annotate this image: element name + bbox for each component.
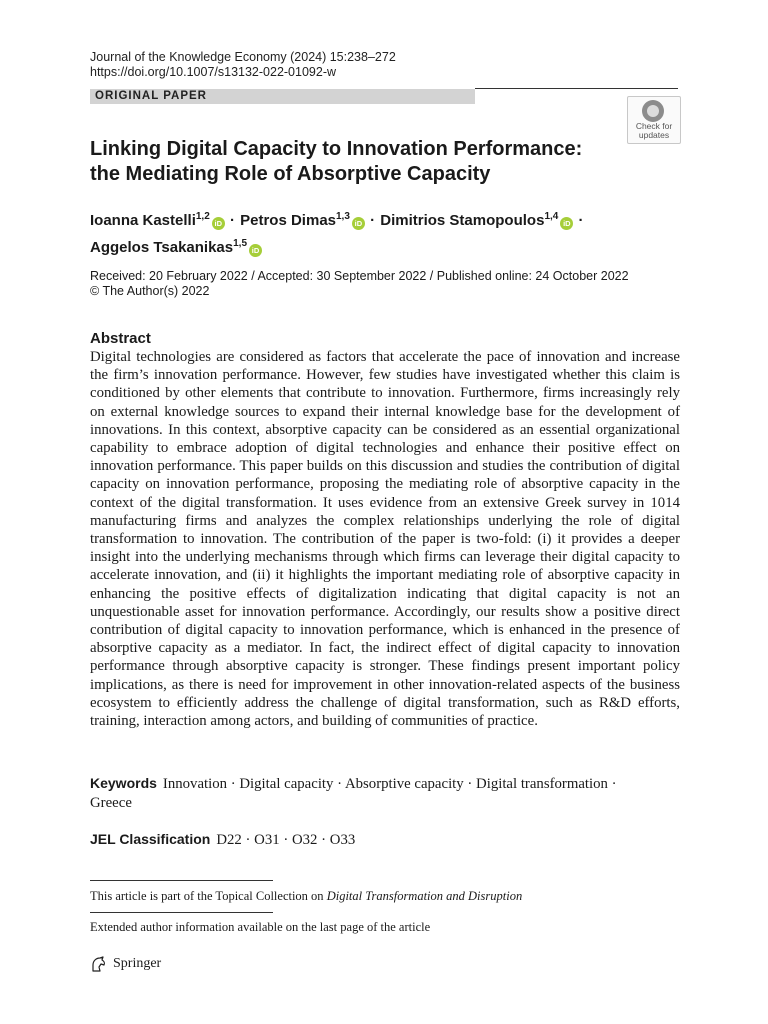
author-1[interactable] xyxy=(90,212,225,229)
jel-codes: D22 · O31 · O32 · O33 xyxy=(216,832,356,848)
publisher-name: Springer xyxy=(113,956,162,971)
check-for-updates-label: Check for updates xyxy=(635,121,673,140)
orcid-icon[interactable]: iD xyxy=(560,217,573,230)
orcid-icon[interactable]: iD xyxy=(249,244,262,257)
author-separator: · xyxy=(578,212,584,229)
author-2[interactable] xyxy=(240,212,365,229)
author-name: Aggelos Tsakanikas xyxy=(90,239,234,256)
jel-classification xyxy=(90,830,355,850)
abstract-heading: Abstract xyxy=(90,330,151,347)
journal-citation: Journal of the Knowledge Economy (2024) 15:238–272 xyxy=(90,50,396,64)
footnote-extended-info: Extended author information available on the last page of the article xyxy=(90,920,431,934)
article-type-label: ORIGINAL PAPER xyxy=(95,90,207,102)
author-name: Dimitrios Stamopoulos xyxy=(380,212,545,229)
author-affiliation: 1,2 xyxy=(195,211,210,222)
doi-link[interactable]: https://doi.org/10.1007/s13132-022-01092-w xyxy=(90,65,337,79)
collection-name: Digital Transformation and Disruption xyxy=(326,889,523,903)
author-affiliation: 1,3 xyxy=(336,211,350,222)
publication-dates xyxy=(90,269,629,299)
orcid-icon[interactable]: iD xyxy=(212,217,225,230)
author-separator: · xyxy=(229,212,235,229)
author-name: Ioanna Kastelli xyxy=(90,212,196,229)
author-affiliation: 1,5 xyxy=(233,238,248,249)
footnote-rule xyxy=(90,880,273,881)
author-list xyxy=(90,205,690,259)
keywords-text: Innovation · Digital capacity · Absorptive capacity · Digital transformation · Greece xyxy=(90,776,617,811)
footnote-rule xyxy=(90,912,273,913)
dates-line: Received: 20 February 2022 / Accepted: 30 September 2022 / Published online: 24 October 2022 xyxy=(90,269,629,283)
abstract-text: Digital technologies are considered as factors that accelerate the pace of innovation and increase the firm’s innovation performance. However, few studies have investigated whether this claim is conditioned by other elements that contribute to innovation. Furthermore, firms increasingly rely on external knowledge sources to expand their internal knowledge base for the development of innovations. In this context, absorptive capacity can be considered as an essential organizational capability to embrace adoption of digital technologies and enhance their positive effect on innovation performance. This paper builds on this discussion and studies the contribution of digital capacity on innovation performance, proposing the mediating role of absorptive capacity in the context of the digital transformation. It uses evidence from an extensive Greek survey in 1014 manufacturing firms and analyzes the complex relationships underlying the role of digital transformation to innovation. The contribution of the paper is two-fold: (i) it provides a deeper insight into the underlying mechanisms through which firms can leverage their digital capacity to accelerate innovation, and (ii) it highlights the important mediating role of absorptive capacity in enhancing the positive effects of digitalization indicating that digital capacity is not an unquestionable asset for innovation performance. Accordingly, our results show a positive direct contribution of digital capacity to innovation performance, which is enhanced in the presence of absorptive capacity as a mediator. In fact, the indirect effect of digital capacity to innovation performance through absorptive capacity is stronger. These findings present important policy implications, as there is need for improvement in other innovation-related aspects of the business ecosystem to efficiently address the challenge of digital transformation, such as R&D efforts, training, interaction among actors, and building of communities of practice. xyxy=(90,349,680,730)
publisher-logo xyxy=(90,955,161,973)
author-3[interactable] xyxy=(380,212,573,229)
author-affiliation: 1,4 xyxy=(544,211,559,222)
jel-label: JEL Classification xyxy=(90,831,211,847)
article-title xyxy=(90,137,650,187)
collection-prefix: This article is part of the Topical Collection on xyxy=(90,889,327,903)
author-4[interactable] xyxy=(90,239,262,256)
keywords-label: Keywords xyxy=(90,775,157,791)
journal-info xyxy=(90,50,396,80)
author-name: Petros Dimas xyxy=(240,212,336,229)
copyright: © The Author(s) 2022 xyxy=(90,284,210,298)
check-for-updates-icon xyxy=(642,100,664,122)
title-line-2: the Mediating Role of Absorptive Capacity xyxy=(90,163,491,185)
springer-horse-icon xyxy=(90,955,108,973)
header-rule xyxy=(475,88,678,89)
author-separator: · xyxy=(370,212,376,229)
title-line-1: Linking Digital Capacity to Innovation Performance: xyxy=(90,138,583,160)
orcid-icon[interactable]: iD xyxy=(352,217,365,230)
keywords xyxy=(90,774,650,813)
footnote-collection xyxy=(90,889,522,904)
